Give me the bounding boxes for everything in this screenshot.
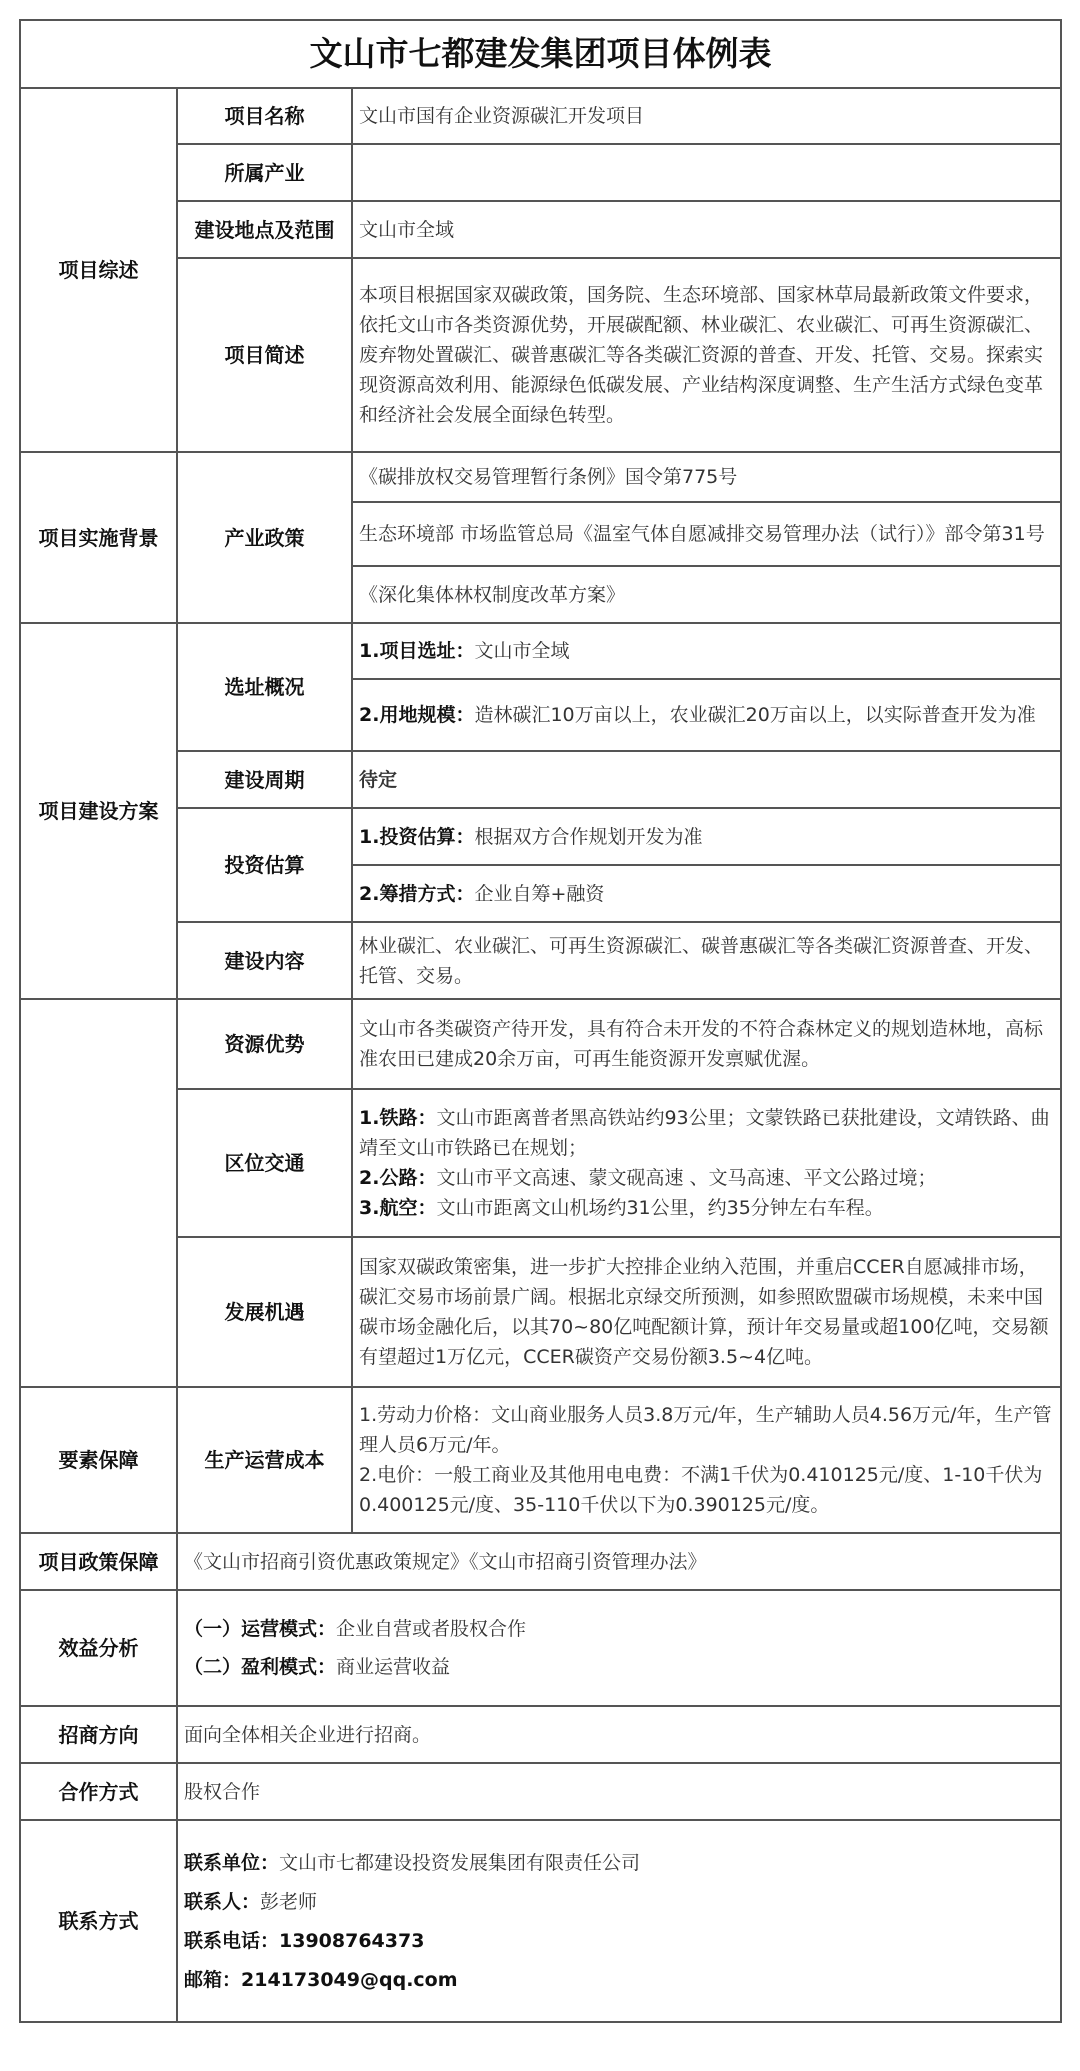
transport-cell: [352, 1089, 1061, 1237]
factors-section-label: 要素保障: [20, 1387, 177, 1533]
policy-label: 产业政策: [177, 452, 352, 623]
cooperation-label: 合作方式: [20, 1763, 177, 1820]
site-scale-value: 造林碳汇10万亩以上，农业碳汇20万亩以上，以实际普查开发为准: [474, 704, 1036, 726]
brief-value: 本项目根据国家双碳政策，国务院、生态环境部、国家林草局最新政策文件要求，依托文山市各类资源优势，开展碳配额、林业碳汇、农业碳汇、可再生资源碳汇、废弃物处置碳汇、碳普惠碳汇等各类碳汇资源的普查、开发、托管、交易。探索实现资源高效利用、能源绿色低碳发展、产业结构深度调整、生产生活方式绿色变革和经济社会发展全面绿色转型。: [352, 258, 1061, 452]
contact-email-key: 邮箱：: [184, 1968, 242, 1991]
period-label: 建设周期: [177, 751, 352, 808]
operation-line: [184, 1614, 1054, 1644]
contact-unit-key: 联系单位：: [184, 1851, 280, 1874]
air-value: 文山市距离文山机场约31公里，约35分钟左右车程。: [436, 1197, 884, 1219]
plan-section-label: 项目建设方案: [20, 623, 177, 999]
contact-email-value: 214173049@qq.com: [241, 1968, 458, 1991]
road-value: 文山市平文高速、蒙文砚高速 、文马高速、平文公路过境；: [436, 1167, 937, 1189]
invest-estimate-key: 1.投资估算：: [359, 825, 475, 848]
location-value: 文山市全域: [352, 201, 1061, 258]
resource-value: 文山市各类碳资产待开发，具有符合未开发的不符合森林定义的规划造林地，高标准农田已建成20余万亩，可再生能资源开发禀赋优渥。: [352, 999, 1061, 1089]
contact-person-key: 联系人：: [184, 1890, 261, 1913]
brief-label: 项目简述: [177, 258, 352, 452]
labor-value: 1.劳动力价格：文山商业服务人员3.8万元/年，生产辅助人员4.56万元/年，生产管理人员6万元/年。: [359, 1404, 1052, 1456]
operation-value: 企业自营或者股权合作: [336, 1618, 527, 1640]
rail-value: 文山市距离普者黑高铁站约93公里；文蒙铁路已获批建设，文靖铁路、曲靖至文山市铁路已在规划；: [359, 1107, 1050, 1159]
industry-label: 所属产业: [177, 144, 352, 201]
overview-section-label: 项目综述: [20, 88, 177, 452]
cost-cell: [352, 1387, 1061, 1533]
contact-phone-value: 13908764373: [279, 1929, 425, 1952]
road-key: 2.公路：: [359, 1167, 437, 1189]
power-value: 2.电价：一般工商业及其他用电电费：不满1千伏为0.410125元/度、1-10千伏为0.400125元/度、35-110千伏以下为0.390125元/度。: [359, 1464, 1043, 1516]
project-name-value: 文山市国有企业资源碳汇开发项目: [352, 88, 1061, 144]
operation-key: （一）运营模式：: [184, 1618, 337, 1640]
contact-email-line: [184, 1965, 1054, 1995]
project-table: [19, 19, 1062, 2023]
contact-unit-value: 文山市七都建设投资发展集团有限责任公司: [279, 1851, 641, 1874]
contact-phone-key: 联系电话：: [184, 1929, 280, 1952]
profit-value: 商业运营收益: [336, 1656, 451, 1678]
benefit-label: 效益分析: [20, 1590, 177, 1706]
invest-funding-key: 2.筹措方式：: [359, 882, 475, 905]
policy-item: 《碳排放权交易管理暂行条例》国令第775号: [352, 452, 1061, 502]
direction-value: 面向全体相关企业进行招商。: [177, 1706, 1061, 1763]
contact-phone-line: [184, 1926, 1054, 1956]
policy-guarantee-value: 《文山市招商引资优惠政策规定》《文山市招商引资管理办法》: [177, 1533, 1061, 1590]
policy-item: 生态环境部 市场监管总局《温室气体自愿减排交易管理办法（试行）》部令第31号: [352, 502, 1061, 566]
project-sheet: [19, 19, 1060, 2051]
policy-guarantee-label: 项目政策保障: [20, 1533, 177, 1590]
opportunity-label: 发展机遇: [177, 1237, 352, 1387]
invest-funding-value: 企业自筹+融资: [474, 882, 605, 905]
site-location-key: 1.项目选址：: [359, 640, 475, 662]
direction-label: 招商方向: [20, 1706, 177, 1763]
air-key: 3.航空：: [359, 1197, 437, 1219]
contact-cell: [177, 1820, 1061, 2022]
resource-label: 资源优势: [177, 999, 352, 1089]
transport-label: 区位交通: [177, 1089, 352, 1237]
site-label: 选址概况: [177, 623, 352, 751]
rail-key: 1.铁路：: [359, 1107, 437, 1129]
benefit-cell: [177, 1590, 1061, 1706]
content-label: 建设内容: [177, 922, 352, 999]
profit-key: （二）盈利模式：: [184, 1656, 337, 1678]
policy-item: 《深化集体林权制度改革方案》: [352, 566, 1061, 623]
project-name-label: 项目名称: [177, 88, 352, 144]
invest-estimate-cell: [352, 808, 1061, 865]
profit-line: [184, 1652, 1054, 1682]
contact-person-value: 彭老师: [260, 1890, 318, 1913]
site-scale-cell: [352, 679, 1061, 751]
content-value: 林业碳汇、农业碳汇、可再生资源碳汇、碳普惠碳汇等各类碳汇资源普查、开发、托管、交易。: [352, 922, 1061, 999]
rail-line: [359, 1107, 1050, 1159]
industry-value: [352, 144, 1061, 201]
contact-person-line: [184, 1887, 1054, 1917]
period-value: 待定: [352, 751, 1061, 808]
air-line: [359, 1193, 1054, 1223]
site-scale-key: 2.用地规模：: [359, 704, 475, 726]
invest-estimate-value: 根据双方合作规划开发为准: [474, 825, 703, 848]
cost-label: 生产运营成本: [177, 1387, 352, 1533]
site-location-value: 文山市全域: [474, 640, 570, 662]
page-title: 文山市七都建发集团项目体例表: [20, 20, 1061, 88]
advantages-section-label: [20, 999, 177, 1387]
invest-label: 投资估算: [177, 808, 352, 922]
background-section-label: 项目实施背景: [20, 452, 177, 623]
contact-unit-line: [184, 1848, 1054, 1878]
contact-label: 联系方式: [20, 1820, 177, 2022]
site-location-cell: [352, 623, 1061, 679]
opportunity-value: 国家双碳政策密集，进一步扩大控排企业纳入范围，并重启CCER自愿减排市场，碳汇交易市场前景广阔。根据北京绿交所预测，如参照欧盟碳市场规模，未来中国碳市场金融化后，以其70~80亿吨配额计算，预计年交易量或超100亿吨，交易额有望超过1万亿元，CCER碳资产交易份额3.5~4亿吨。: [352, 1237, 1061, 1387]
location-label: 建设地点及范围: [177, 201, 352, 258]
invest-funding-cell: [352, 865, 1061, 922]
cooperation-value: 股权合作: [177, 1763, 1061, 1820]
road-line: [359, 1163, 1054, 1193]
